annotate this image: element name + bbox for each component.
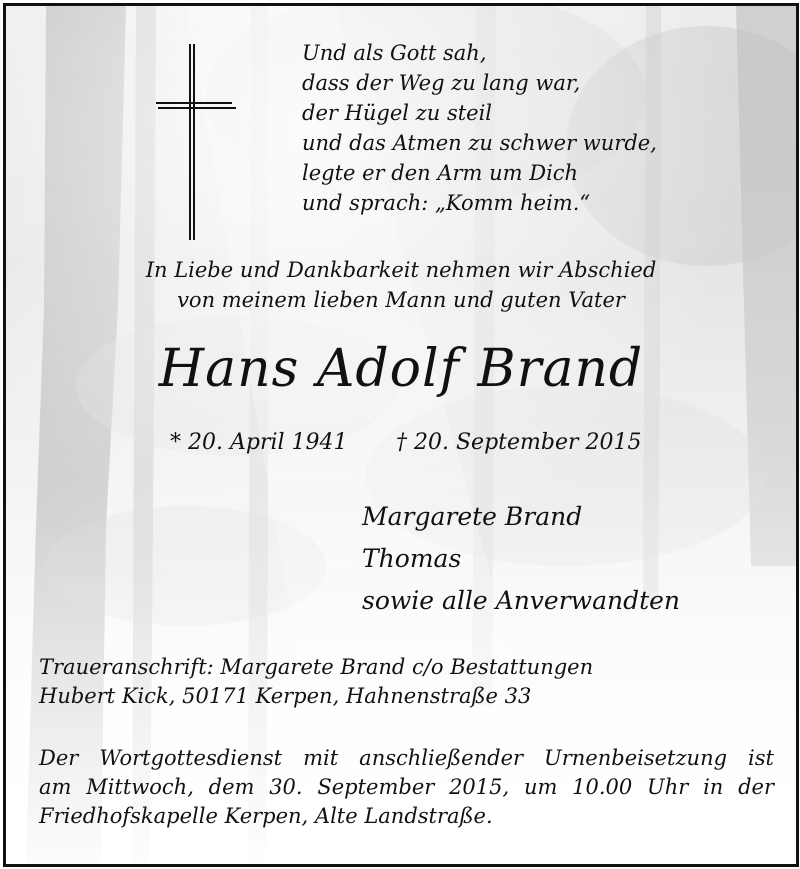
poem-line: der Hügel zu steil — [302, 101, 493, 125]
poem-line: Und als Gott sah, — [302, 41, 487, 65]
service-line: Friedhofskapelle Kerpen, Alte Landstraße. — [39, 804, 493, 828]
poem-line: dass der Weg zu lang war, — [302, 71, 581, 95]
birth-date: * 20. April 1941 — [170, 430, 348, 455]
obituary-notice — [3, 3, 799, 867]
poem-line: legte er den Arm um Dich — [302, 161, 579, 185]
farewell-intro — [6, 255, 796, 315]
death-date: † 20. September 2015 — [396, 430, 642, 455]
intro-line: von meinem lieben Mann und guten Vater — [177, 288, 625, 312]
address-line: Traueranschrift: Margarete Brand c/o Bestattungen — [39, 655, 594, 679]
poem-line: und das Atmen zu schwer wurde, — [302, 131, 657, 155]
poem-line: und sprach: „Komm heim.“ — [302, 191, 591, 215]
address-line: Hubert Kick, 50171 Kerpen, Hahnenstraße 33 — [39, 684, 532, 708]
service-announcement — [39, 744, 774, 831]
deceased-name: Hans Adolf Brand — [158, 339, 644, 399]
latin-cross-icon — [156, 44, 236, 240]
mourner: Margarete Brand — [362, 502, 583, 531]
mourner: Thomas — [362, 544, 462, 573]
service-line: am Mittwoch, dem 30. September 2015, um 10.00 Uhr in der — [39, 775, 774, 799]
service-line: Der Wortgottesdienst mit anschließender Urnenbeisetzung ist — [39, 746, 774, 770]
intro-line: In Liebe und Dankbarkeit nehmen wir Abschied — [145, 258, 657, 282]
mourners-list — [362, 496, 680, 622]
mourning-address — [39, 653, 593, 711]
poem — [302, 38, 657, 218]
mourner: sowie alle Anverwandten — [362, 586, 681, 615]
